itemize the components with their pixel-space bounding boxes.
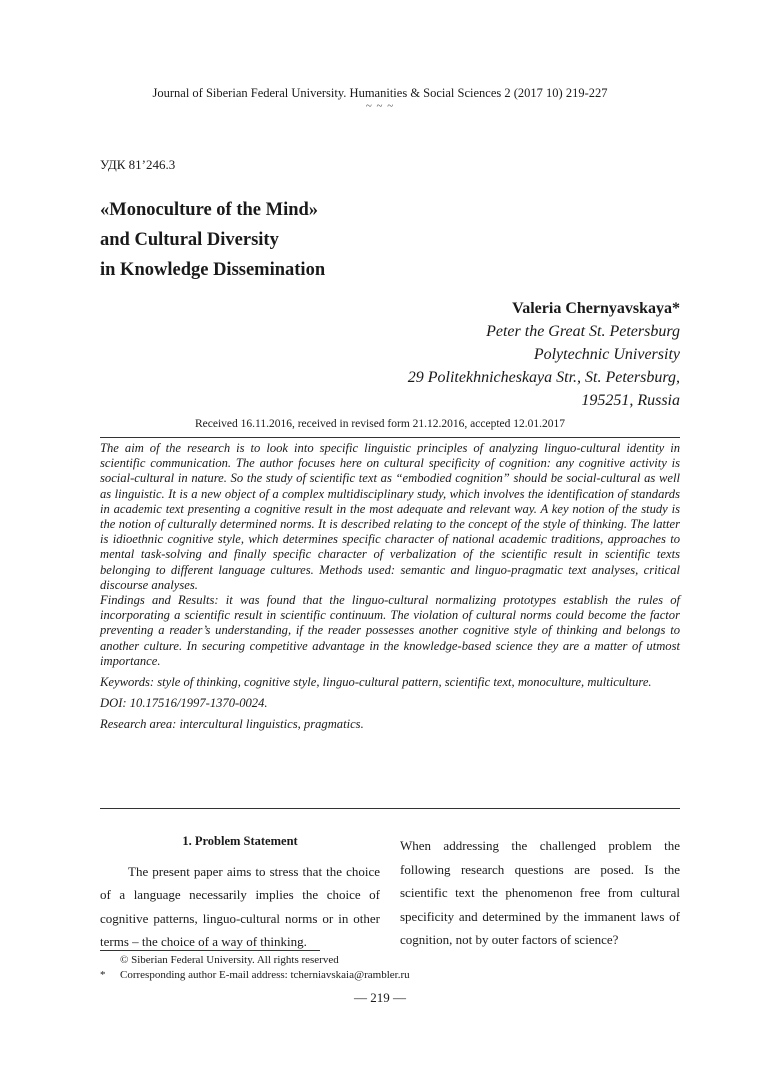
- body-paragraph-right: When addressing the challenged problem the following research questions are posed. Is the scientific text the phenomenon free from cultural specificity and determined by the immanent laws of cognition, not by outer factors of science?: [400, 838, 680, 947]
- abstract-paragraph: The aim of the research is to look into specific linguistic principles of analyzing linguo-cultural identity in scientific communication. The author focuses here on cultural specificity of cognition: any cognitive activity is social-cultural in nature. So the study of scientific text as “embodied cognition” should be social-cultural as well as linguistic. It is a new object of a complex multidisciplinary study, which involves the identification of standards in academic text presenting a cognitive result in the most adequate and relevant way. A key notion of the study is the notion of culturally determined norms. It is described relating to the concept of the style of thinking. The latter is idioethnic cognitive style, which determines specific character of national academic traditions, approaches to mental task-solving and finally specific character of verbalization of the scientific result in scientific texts belonging to different language cultures. Methods used: semantic and linguo-pragmatic text analyses, critical discourse analyses.: [100, 441, 680, 592]
- keywords: Keywords: style of thinking, cognitive style, linguo-cultural pattern, scientific text, monoculture, multiculture.: [100, 675, 652, 690]
- corresponding-author-note: [100, 968, 410, 983]
- journal-header: Journal of Siberian Federal University. Humanities & Social Sciences 2 (2017 10) 219-227: [152, 86, 608, 100]
- affiliation-line: Peter the Great St. Petersburg: [486, 323, 680, 340]
- header-ornament: ~ ~ ~: [365, 100, 395, 112]
- article-title: [100, 195, 325, 285]
- received-dates: Received 16.11.2016, received in revised form 21.12.2016, accepted 12.01.2017: [194, 418, 566, 430]
- footnote-star: *: [100, 969, 106, 981]
- author-name: Valeria Chernyavskaya*: [512, 300, 680, 317]
- body-right-column: [400, 834, 680, 952]
- body-paragraph-left: The present paper aims to stress that the choice of a language necessarily implies the choice of cognitive patterns, linguo-cultural norms or in other terms – the choice of a way of thinking.: [100, 863, 380, 949]
- abstract-bottom-rule: [100, 808, 680, 809]
- title-line: and Cultural Diversity: [100, 230, 279, 250]
- body-left-column: [100, 830, 380, 954]
- doi: DOI: 10.17516/1997-1370-0024.: [100, 696, 268, 711]
- abstract-top-rule: [100, 437, 680, 438]
- section-heading: 1. Problem Statement: [182, 834, 298, 848]
- abstract: [100, 441, 680, 733]
- affiliation-line: 29 Politekhnicheskaya Str., St. Petersburg,: [407, 369, 680, 386]
- corresponding-email: Corresponding author E-mail address: tcherniavskaia@rambler.ru: [120, 969, 410, 981]
- footnotes: [100, 953, 410, 983]
- affiliation-line: Polytechnic University: [533, 346, 680, 363]
- affiliation-line: 195251, Russia: [581, 392, 680, 409]
- author-block: [408, 297, 680, 412]
- research-area: Research area: intercultural linguistics, pragmatics.: [100, 717, 364, 732]
- udk-code: УДК 81’246.3: [100, 157, 176, 172]
- title-line: in Knowledge Dissemination: [100, 260, 326, 280]
- footnote-rule: [100, 950, 320, 951]
- page-number: — 219 —: [354, 990, 406, 1005]
- title-line: «Monoculture of the Mind»: [100, 200, 319, 220]
- copyright-note: © Siberian Federal University. All rights reserved: [120, 954, 339, 966]
- abstract-findings: Findings and Results: it was found that the linguo-cultural normalizing prototypes establish the rules of incorporating a scientific result in scientific continuum. The violation of cultural norms could become the factor preventing a reader’s understanding, if the reader possesses another cognitive style of thinking and belongs to another culture. In securing competitive advantage in the knowledge-based science they are a matter of utmost importance.: [100, 593, 680, 668]
